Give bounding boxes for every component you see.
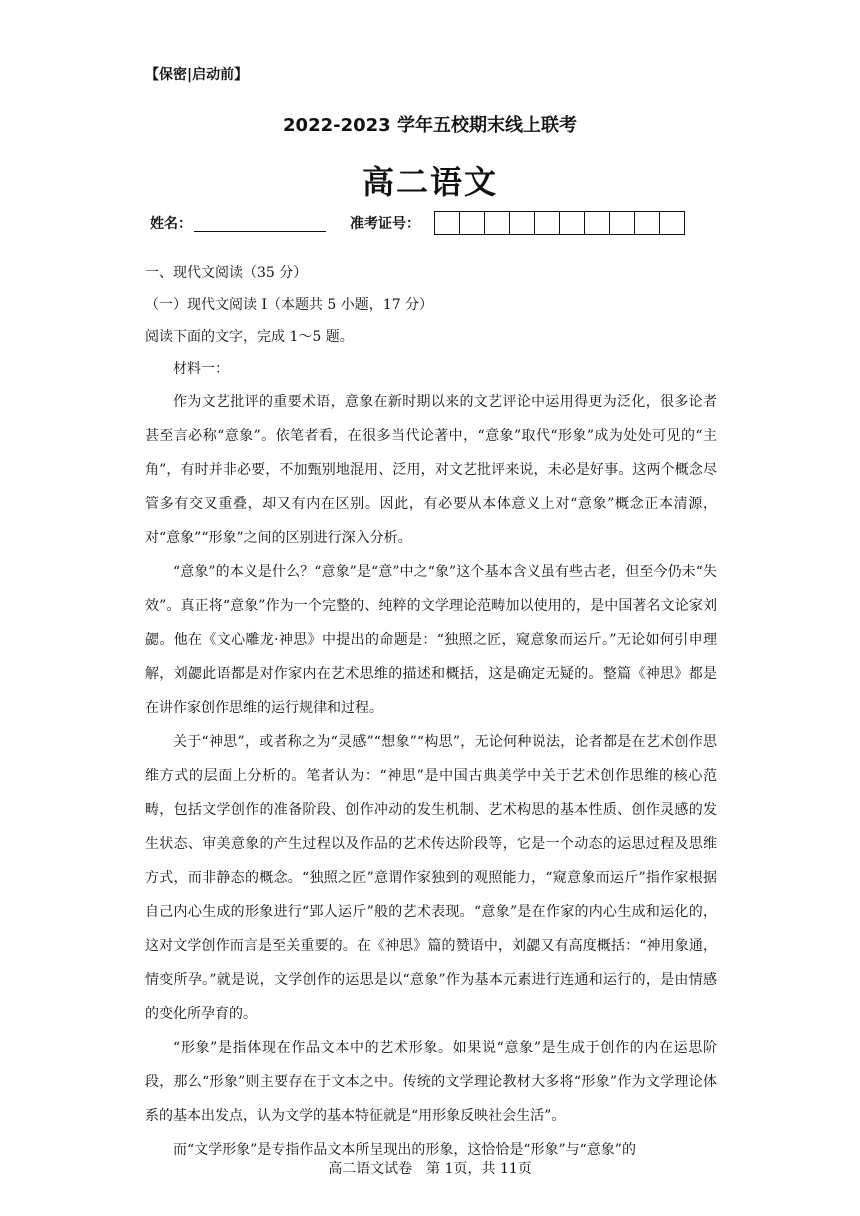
paragraph: “形象”是指体现在作品文本中的艺术形象。如果说“意象”是生成于创作的内在运思阶段，那么“形象”则主要存在于文本之中。传统的文学理论教材大多将“形象”作为文学理论体系的基本出发点，认为文学的基本特征就是“用形象反映社会生活”。: [145, 1040, 717, 1124]
exam-id-digit-box[interactable]: [535, 212, 560, 234]
page-footer: 高二语文试卷 第 1页，共 11页: [328, 1161, 532, 1177]
material-label: 材料一：: [173, 361, 229, 377]
section-heading: 一、现代文阅读（35 分）: [145, 265, 308, 281]
exam-title: 2022-2023 学年五校期末线上联考: [283, 115, 577, 136]
reading-section: [145, 257, 717, 1167]
paragraph: 作为文艺批评的重要术语，意象在新时期以来的文艺评论中运用得更为泛化，很多论者甚至言必称“意象”。依笔者看，在很多当代论著中，“意象”取代“形象”成为处处可见的“主角”，有时并非必要，不加甄别地混用、泛用，对文艺批评来说，未必是好事。这两个概念尽管多有交叉重叠，却又有内在区别。因此，有必要从本体意义上对“意象”概念正本清源，对“意象”“形象”之间的区别进行深入分析。: [145, 394, 717, 546]
exam-id-digit-box[interactable]: [485, 212, 510, 234]
exam-id-digit-box[interactable]: [560, 212, 585, 234]
exam-id-digit-box[interactable]: [635, 212, 660, 234]
confidential-label: 【保密|启动前】: [145, 67, 249, 83]
name-label: 姓名：: [150, 216, 192, 232]
name-field[interactable]: [194, 215, 326, 232]
exam-id-label: 准考证号：: [350, 216, 420, 232]
exam-id-digit-box[interactable]: [585, 212, 610, 234]
paragraph: 关于“神思”，或者称之为“灵感”“想象”“构思”，无论何种说法，论者都是在艺术创作思维方式的层面上分析的。笔者认为：“神思”是中国古典美学中关于艺术创作思维的核心范畴，包括文学创作的准备阶段、创作冲动的发生机制、艺术构思的基本性质、创作灵感的发生状态、审美意象的产生过程以及作品的艺术传达阶段等，它是一个动态的运思过程及思维方式，而非静态的概念。“独照之匠”意谓作家独到的观照能力，“窥意象而运斤”指作家根据自己内心生成的形象进行“郢人运斤”般的艺术表现。“意象”是在作家的内心生成和运化的，这对文学创作而言是至关重要的。在《神思》篇的赞语中，刘勰又有高度概括：“神用象通，情变所孕。”就是说，文学创作的运思是以“意象”作为基本元素进行连通和运行的，是由情感的变化所孕育的。: [145, 734, 717, 1022]
paragraph: 而“文学形象”是专指作品文本所呈现出的形象，这恰恰是“形象”与“意象”的: [173, 1142, 636, 1158]
exam-id-digit-box[interactable]: [510, 212, 535, 234]
exam-id-digit-box[interactable]: [660, 212, 684, 234]
student-info-row: [150, 210, 685, 236]
instruction-text: 阅读下面的文字，完成 1～5 题。: [145, 329, 354, 345]
exam-id-boxes[interactable]: [434, 211, 685, 235]
exam-id-digit-box[interactable]: [435, 212, 460, 234]
exam-id-digit-box[interactable]: [610, 212, 635, 234]
section-subheading: （一）现代文阅读 I（本题共 5 小题，17 分）: [145, 297, 434, 313]
subject-title: 高二语文: [361, 163, 498, 201]
exam-id-digit-box[interactable]: [460, 212, 485, 234]
paragraph: “意象”的本义是什么？“意象”是“意”中之“象”这个基本含义虽有些古老，但至今仍未“失效”。真正将“意象”作为一个完整的、纯粹的文学理论范畴加以使用的，是中国著名文论家刘勰。他在《文心雕龙·神思》中提出的命题是：“独照之匠，窥意象而运斤。”无论如何引申理解，刘勰此语都是对作家内在艺术思维的描述和概括，这是确定无疑的。整篇《神思》都是在讲作家创作思维的运行规律和过程。: [145, 564, 717, 716]
